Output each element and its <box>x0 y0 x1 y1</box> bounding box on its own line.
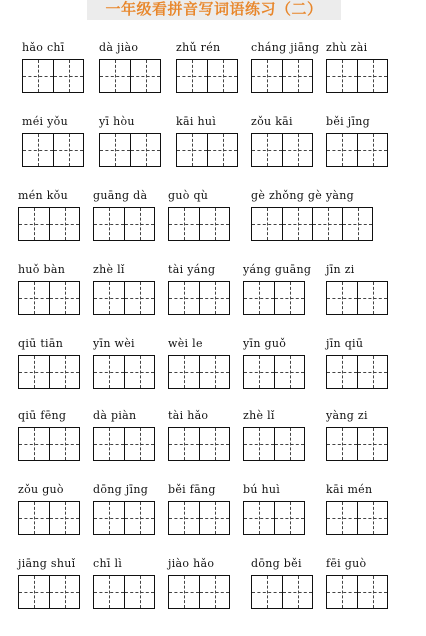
tianzige-cell[interactable] <box>169 576 199 608</box>
writing-grid[interactable] <box>326 355 388 389</box>
tianzige-cell[interactable] <box>357 502 387 534</box>
tianzige-cell[interactable] <box>94 282 124 314</box>
pinyin-label: kāi mén <box>326 483 373 496</box>
pinyin-label: bú huì <box>243 483 281 496</box>
tianzige-cell[interactable] <box>130 60 160 92</box>
writing-grid[interactable] <box>176 59 238 93</box>
tianzige-cell[interactable] <box>199 428 229 460</box>
pinyin-label: zhè lǐ <box>93 263 125 276</box>
writing-grid[interactable] <box>168 207 230 241</box>
exercise-row <box>0 336 426 416</box>
writing-grid[interactable] <box>243 281 305 315</box>
tianzige-cell[interactable] <box>199 576 229 608</box>
tianzige-cell[interactable] <box>49 502 79 534</box>
tianzige-cell[interactable] <box>274 428 304 460</box>
tianzige-cell[interactable] <box>19 576 49 608</box>
writing-grid[interactable] <box>326 59 388 93</box>
pinyin-label: chī lì <box>93 557 123 570</box>
tianzige-cell[interactable] <box>282 208 312 240</box>
tianzige-cell[interactable] <box>207 134 237 166</box>
writing-grid[interactable] <box>168 575 230 609</box>
tianzige-cell[interactable] <box>23 60 53 92</box>
pinyin-label: yī hòu <box>99 115 135 128</box>
pinyin-label: cháng jiāng <box>251 41 320 54</box>
pinyin-label: zǒu guò <box>18 483 64 496</box>
tianzige-cell[interactable] <box>274 282 304 314</box>
writing-grid[interactable] <box>168 427 230 461</box>
writing-grid[interactable] <box>326 281 388 315</box>
tianzige-cell[interactable] <box>327 502 357 534</box>
tianzige-cell[interactable] <box>244 428 274 460</box>
pinyin-label: yàng zi <box>326 409 368 422</box>
pinyin-label: zhè lǐ <box>243 409 275 422</box>
tianzige-cell[interactable] <box>177 134 207 166</box>
writing-grid[interactable] <box>22 59 84 93</box>
writing-grid[interactable] <box>168 501 230 535</box>
pinyin-label: jiāng shuǐ <box>18 557 76 570</box>
writing-grid[interactable] <box>326 575 388 609</box>
tianzige-cell[interactable] <box>124 502 154 534</box>
writing-grid[interactable] <box>18 207 80 241</box>
writing-grid[interactable] <box>326 133 388 167</box>
exercise-row <box>0 40 426 120</box>
tianzige-cell[interactable] <box>94 502 124 534</box>
tianzige-cell[interactable] <box>100 60 130 92</box>
page-title: 一年级看拼音写词语练习（二） <box>87 0 341 20</box>
tianzige-cell[interactable] <box>94 428 124 460</box>
tianzige-cell[interactable] <box>130 134 160 166</box>
pinyin-label: tài yáng <box>168 263 216 276</box>
tianzige-cell[interactable] <box>327 576 357 608</box>
writing-grid[interactable] <box>243 355 305 389</box>
writing-grid[interactable] <box>168 355 230 389</box>
exercise-row <box>0 482 426 562</box>
exercise-row <box>0 114 426 194</box>
writing-grid[interactable] <box>18 501 80 535</box>
pinyin-label: dà piàn <box>93 409 137 422</box>
pinyin-label: hǎo chī <box>22 41 65 54</box>
tianzige-cell[interactable] <box>169 282 199 314</box>
writing-grid[interactable] <box>22 133 84 167</box>
tianzige-cell[interactable] <box>94 576 124 608</box>
tianzige-cell[interactable] <box>357 576 387 608</box>
pinyin-label: běi jīng <box>326 115 371 128</box>
tianzige-cell[interactable] <box>274 356 304 388</box>
pinyin-label: guò qù <box>168 189 209 202</box>
tianzige-cell[interactable] <box>19 208 49 240</box>
writing-grid[interactable] <box>176 133 238 167</box>
tianzige-cell[interactable] <box>282 134 312 166</box>
exercise-row <box>0 408 426 488</box>
pinyin-label: jīn zi <box>326 263 355 276</box>
tianzige-cell[interactable] <box>49 282 79 314</box>
writing-grid[interactable] <box>93 427 155 461</box>
tianzige-cell[interactable] <box>53 60 83 92</box>
writing-grid[interactable] <box>93 355 155 389</box>
pinyin-label: dà jiào <box>99 41 139 54</box>
pinyin-label: jiào hǎo <box>168 557 215 570</box>
pinyin-label: tài hǎo <box>168 409 209 422</box>
tianzige-cell[interactable] <box>357 356 387 388</box>
tianzige-cell[interactable] <box>19 356 49 388</box>
tianzige-cell[interactable] <box>124 356 154 388</box>
tianzige-cell[interactable] <box>244 282 274 314</box>
pinyin-label: zhù zài <box>326 41 368 54</box>
tianzige-cell[interactable] <box>207 60 237 92</box>
tianzige-cell[interactable] <box>169 502 199 534</box>
exercise-row <box>0 188 426 268</box>
tianzige-cell[interactable] <box>357 282 387 314</box>
tianzige-cell[interactable] <box>94 356 124 388</box>
writing-grid[interactable] <box>93 575 155 609</box>
writing-grid[interactable] <box>93 281 155 315</box>
tianzige-cell[interactable] <box>19 282 49 314</box>
writing-grid[interactable] <box>251 207 373 241</box>
tianzige-cell[interactable] <box>19 502 49 534</box>
tianzige-cell[interactable] <box>312 208 342 240</box>
tianzige-cell[interactable] <box>49 428 79 460</box>
pinyin-label: qiū tiān <box>18 337 64 350</box>
tianzige-cell[interactable] <box>124 208 154 240</box>
pinyin-label: mén kǒu <box>18 189 68 202</box>
tianzige-cell[interactable] <box>282 576 312 608</box>
pinyin-label: dōng jīng <box>93 483 149 496</box>
pinyin-label: wèi le <box>168 337 203 350</box>
tianzige-cell[interactable] <box>357 428 387 460</box>
pinyin-label: yīn wèi <box>93 337 135 350</box>
tianzige-cell[interactable] <box>199 502 229 534</box>
pinyin-label: qiū fēng <box>18 409 67 422</box>
pinyin-label: guāng dà <box>93 189 148 202</box>
pinyin-label: méi yǒu <box>22 115 68 128</box>
pinyin-label: dōng běi <box>251 557 302 570</box>
tianzige-cell[interactable] <box>252 60 282 92</box>
tianzige-cell[interactable] <box>177 60 207 92</box>
tianzige-cell[interactable] <box>49 208 79 240</box>
writing-grid[interactable] <box>99 59 161 93</box>
tianzige-cell[interactable] <box>252 208 282 240</box>
tianzige-cell[interactable] <box>327 428 357 460</box>
writing-grid[interactable] <box>18 355 80 389</box>
writing-grid[interactable] <box>18 575 80 609</box>
tianzige-cell[interactable] <box>169 428 199 460</box>
tianzige-cell[interactable] <box>327 60 357 92</box>
pinyin-label: fēi guò <box>326 557 367 570</box>
tianzige-cell[interactable] <box>199 208 229 240</box>
tianzige-cell[interactable] <box>49 356 79 388</box>
tianzige-cell[interactable] <box>244 502 274 534</box>
exercise-row <box>0 556 426 636</box>
tianzige-cell[interactable] <box>169 208 199 240</box>
pinyin-label: jīn qiū <box>326 337 364 350</box>
writing-grid[interactable] <box>93 207 155 241</box>
tianzige-cell[interactable] <box>94 208 124 240</box>
tianzige-cell[interactable] <box>23 134 53 166</box>
writing-grid[interactable] <box>243 427 305 461</box>
tianzige-cell[interactable] <box>357 60 387 92</box>
tianzige-cell[interactable] <box>124 576 154 608</box>
pinyin-label: gè zhǒng gè yàng <box>251 189 354 202</box>
tianzige-cell[interactable] <box>327 134 357 166</box>
tianzige-cell[interactable] <box>252 134 282 166</box>
pinyin-label: kāi huì <box>176 115 217 128</box>
tianzige-cell[interactable] <box>327 282 357 314</box>
tianzige-cell[interactable] <box>124 428 154 460</box>
pinyin-label: zhǔ rén <box>176 41 221 54</box>
writing-grid[interactable] <box>18 427 80 461</box>
tianzige-cell[interactable] <box>124 282 154 314</box>
tianzige-cell[interactable] <box>199 282 229 314</box>
pinyin-label: yáng guāng <box>243 263 312 276</box>
writing-grid[interactable] <box>326 427 388 461</box>
pinyin-label: huǒ bàn <box>18 263 66 276</box>
writing-grid[interactable] <box>251 59 313 93</box>
exercise-row <box>0 262 426 342</box>
tianzige-cell[interactable] <box>49 576 79 608</box>
tianzige-cell[interactable] <box>274 502 304 534</box>
pinyin-label: yīn guǒ <box>243 337 287 350</box>
writing-grid[interactable] <box>99 133 161 167</box>
tianzige-cell[interactable] <box>252 576 282 608</box>
tianzige-cell[interactable] <box>169 356 199 388</box>
pinyin-label: zǒu kāi <box>251 115 293 128</box>
tianzige-cell[interactable] <box>199 356 229 388</box>
tianzige-cell[interactable] <box>282 60 312 92</box>
tianzige-cell[interactable] <box>19 428 49 460</box>
pinyin-label: běi fāng <box>168 483 216 496</box>
tianzige-cell[interactable] <box>327 356 357 388</box>
writing-grid[interactable] <box>326 501 388 535</box>
writing-grid[interactable] <box>168 281 230 315</box>
writing-grid[interactable] <box>93 501 155 535</box>
writing-grid[interactable] <box>18 281 80 315</box>
tianzige-cell[interactable] <box>53 134 83 166</box>
writing-grid[interactable] <box>243 501 305 535</box>
writing-grid[interactable] <box>251 133 313 167</box>
writing-grid[interactable] <box>251 575 313 609</box>
tianzige-cell[interactable] <box>342 208 372 240</box>
tianzige-cell[interactable] <box>100 134 130 166</box>
tianzige-cell[interactable] <box>244 356 274 388</box>
tianzige-cell[interactable] <box>357 134 387 166</box>
